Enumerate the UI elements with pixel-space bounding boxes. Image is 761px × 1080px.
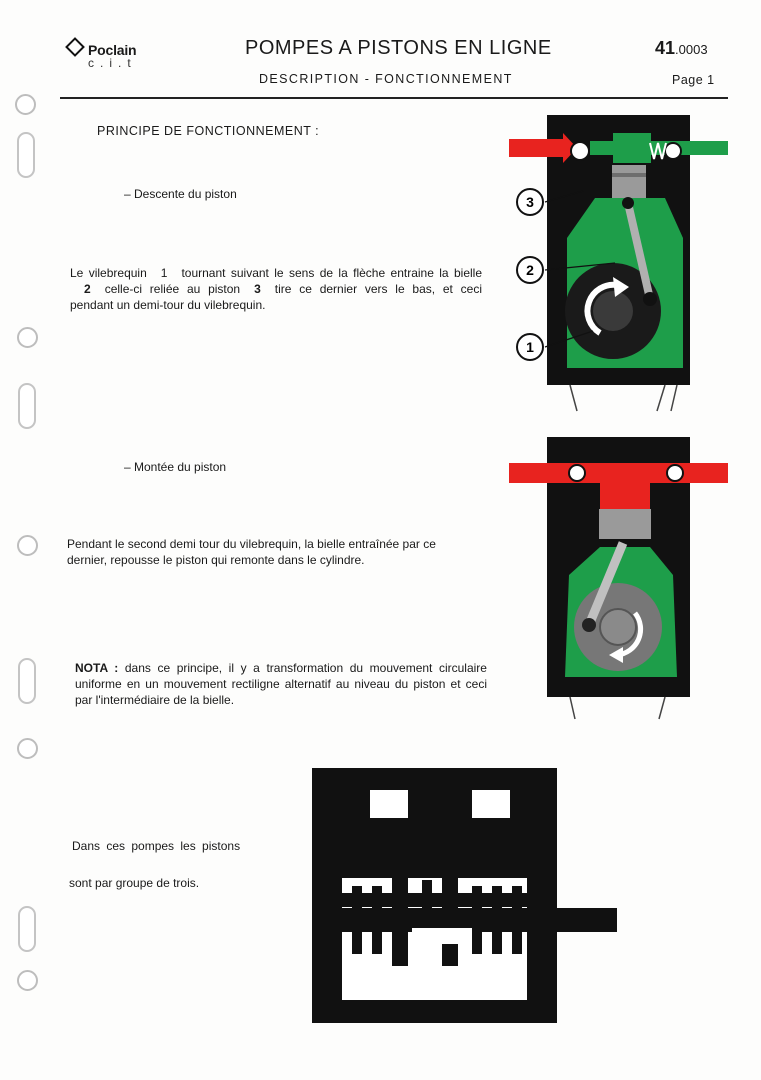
- inlet-valve: [571, 142, 589, 160]
- subsection-title-descente: – Descente du piston: [124, 187, 237, 201]
- binder-hole: [18, 383, 36, 429]
- brand-subtitle: c.i.t: [88, 56, 137, 70]
- binder-hole: [17, 132, 35, 178]
- paragraph-groupe-line1: Dans ces pompes les pistons: [72, 839, 241, 853]
- paragraph-descente: Le vilebrequin 1 tournant suivant le sens de la flèche entraine la bielle2 celle-ci reliée au piston 3 tire ce dernier vers le bas, et ceci pendant un demi-tour du vilebrequin.: [70, 266, 483, 312]
- binder-hole: [17, 535, 38, 556]
- document-number: 41.0003: [655, 38, 708, 58]
- binder-hole: [15, 94, 36, 115]
- diagram-piston-montee: [505, 435, 730, 720]
- binder-hole: [18, 658, 36, 704]
- binder-hole: [17, 738, 38, 759]
- paragraph-montee: Pendant le second demi tour du vilebrequin, la bielle entraînée par ce dernier, repousse le piston qui remonte dans le cylindre.: [67, 537, 436, 567]
- callout-label-2: 2: [526, 262, 534, 278]
- section-heading: PRINCIPE DE FONCTIONNEMENT :: [97, 124, 320, 138]
- diagram-three-pistons: [312, 768, 618, 1023]
- page-number: Page 1: [672, 73, 715, 87]
- nota-paragraph: NOTA : dans ce principe, il y a transformation du mouvement circulaire uniforme en un mouvement rectiligne alternatif au niveau du piston et ceci par l'intermédiaire de la bielle.: [75, 661, 487, 707]
- crankshaft-end: [557, 908, 617, 932]
- header-divider: [60, 97, 728, 99]
- outlet-valve: [667, 465, 683, 481]
- callout-label-1: 1: [526, 339, 534, 355]
- piston: [599, 509, 651, 539]
- binder-hole: [18, 906, 36, 952]
- diamond-icon: [65, 37, 85, 57]
- inlet-valve: [569, 465, 585, 481]
- outlet-valve: [665, 143, 681, 159]
- brand-name: Poclain: [88, 42, 137, 58]
- page-subtitle: DESCRIPTION - FONCTIONNEMENT: [259, 72, 513, 86]
- binder-hole: [17, 327, 38, 348]
- diagram-piston-descente: [505, 113, 730, 413]
- paragraph-groupe-line2: sont par groupe de trois.: [69, 876, 200, 890]
- subsection-title-montee: – Montée du piston: [124, 460, 227, 474]
- inlet-channel: [509, 139, 567, 157]
- binder-hole: [17, 970, 38, 991]
- callout-label-3: 3: [526, 194, 534, 210]
- page-title: POMPES A PISTONS EN LIGNE: [245, 37, 552, 59]
